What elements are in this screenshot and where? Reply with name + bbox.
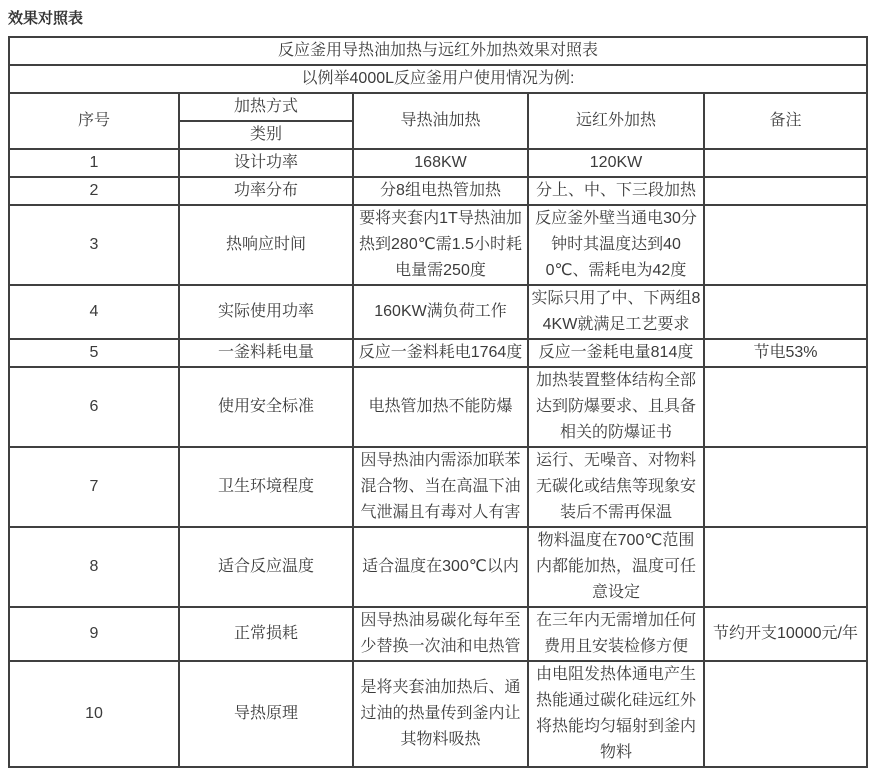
cell-index: 10 <box>9 661 179 767</box>
cell-oil-heating: 是将夹套油加热后、通过油的热量传到釜内让其物料吸热 <box>353 661 528 767</box>
cell-infrared-heating: 反应釜外壁当通电30分钟时其温度达到400℃、需耗电为42度 <box>528 205 704 285</box>
page-title: 效果对照表 <box>8 10 84 27</box>
cell-category: 正常损耗 <box>179 607 353 661</box>
cell-oil-heating: 168KW <box>353 149 528 177</box>
table-row <box>9 447 867 527</box>
cell-infrared-heating: 由电阻发热体通电产生热能通过碳化硅远红外将热能均匀辐射到釜内物料 <box>528 661 704 767</box>
cell-category: 使用安全标准 <box>179 367 353 447</box>
cell-remark <box>704 661 867 767</box>
cell-remark <box>704 367 867 447</box>
header-category: 类别 <box>179 121 353 149</box>
table-row <box>9 339 867 367</box>
header-row-top <box>9 93 867 121</box>
cell-infrared-heating: 加热装置整体结构全部达到防爆要求、且具备相关的防爆证书 <box>528 367 704 447</box>
cell-remark <box>704 285 867 339</box>
table-row <box>9 149 867 177</box>
cell-index: 9 <box>9 607 179 661</box>
cell-category: 导热原理 <box>179 661 353 767</box>
table-row <box>9 661 867 767</box>
cell-remark <box>704 527 867 607</box>
cell-oil-heating: 电热管加热不能防爆 <box>353 367 528 447</box>
table-row <box>9 205 867 285</box>
table-title: 反应釜用导热油加热与远红外加热效果对照表 <box>9 37 867 65</box>
cell-index: 6 <box>9 367 179 447</box>
cell-infrared-heating: 运行、无噪音、对物料无碳化或结焦等现象安装后不需再保温 <box>528 447 704 527</box>
cell-oil-heating: 因导热油内需添加联苯混合物、当在高温下油气泄漏且有毒对人有害 <box>353 447 528 527</box>
cell-infrared-heating: 分上、中、下三段加热 <box>528 177 704 205</box>
table-row <box>9 177 867 205</box>
table-subtitle-row <box>9 65 867 93</box>
cell-category: 一釜料耗电量 <box>179 339 353 367</box>
cell-index: 8 <box>9 527 179 607</box>
cell-infrared-heating: 在三年内无需增加任何费用且安装检修方便 <box>528 607 704 661</box>
comparison-table <box>8 36 868 768</box>
cell-category: 热响应时间 <box>179 205 353 285</box>
header-heating-method: 加热方式 <box>179 93 353 121</box>
cell-remark <box>704 149 867 177</box>
cell-index: 7 <box>9 447 179 527</box>
cell-oil-heating: 分8组电热管加热 <box>353 177 528 205</box>
cell-oil-heating: 要将夹套内1T导热油加热到280℃需1.5小时耗电量需250度 <box>353 205 528 285</box>
cell-remark <box>704 447 867 527</box>
cell-oil-heating: 反应一釜料耗电1764度 <box>353 339 528 367</box>
cell-infrared-heating: 反应一釜耗电量814度 <box>528 339 704 367</box>
cell-infrared-heating: 物料温度在700℃范围内都能加热，温度可任意设定 <box>528 527 704 607</box>
header-remark: 备注 <box>704 93 867 149</box>
cell-index: 4 <box>9 285 179 339</box>
cell-remark <box>704 177 867 205</box>
table-body <box>9 37 867 767</box>
table-row <box>9 607 867 661</box>
cell-index: 5 <box>9 339 179 367</box>
cell-index: 1 <box>9 149 179 177</box>
table-row <box>9 285 867 339</box>
cell-category: 实际使用功率 <box>179 285 353 339</box>
table-row <box>9 367 867 447</box>
cell-category: 设计功率 <box>179 149 353 177</box>
cell-category: 功率分布 <box>179 177 353 205</box>
cell-oil-heating: 160KW满负荷工作 <box>353 285 528 339</box>
cell-index: 3 <box>9 205 179 285</box>
table-title-row <box>9 37 867 65</box>
cell-infrared-heating: 实际只用了中、下两组84KW就满足工艺要求 <box>528 285 704 339</box>
table-row <box>9 527 867 607</box>
cell-infrared-heating: 120KW <box>528 149 704 177</box>
cell-category: 适合反应温度 <box>179 527 353 607</box>
table-subtitle: 以例举4000L反应釜用户使用情况为例: <box>9 65 867 93</box>
cell-remark <box>704 205 867 285</box>
cell-remark: 节约开支10000元/年 <box>704 607 867 661</box>
cell-oil-heating: 因导热油易碳化每年至少替换一次油和电热管 <box>353 607 528 661</box>
header-oil-heating: 导热油加热 <box>353 93 528 149</box>
cell-index: 2 <box>9 177 179 205</box>
cell-remark: 节电53% <box>704 339 867 367</box>
header-index: 序号 <box>9 93 179 149</box>
cell-category: 卫生环境程度 <box>179 447 353 527</box>
cell-oil-heating: 适合温度在300℃以内 <box>353 527 528 607</box>
header-infrared-heating: 远红外加热 <box>528 93 704 149</box>
